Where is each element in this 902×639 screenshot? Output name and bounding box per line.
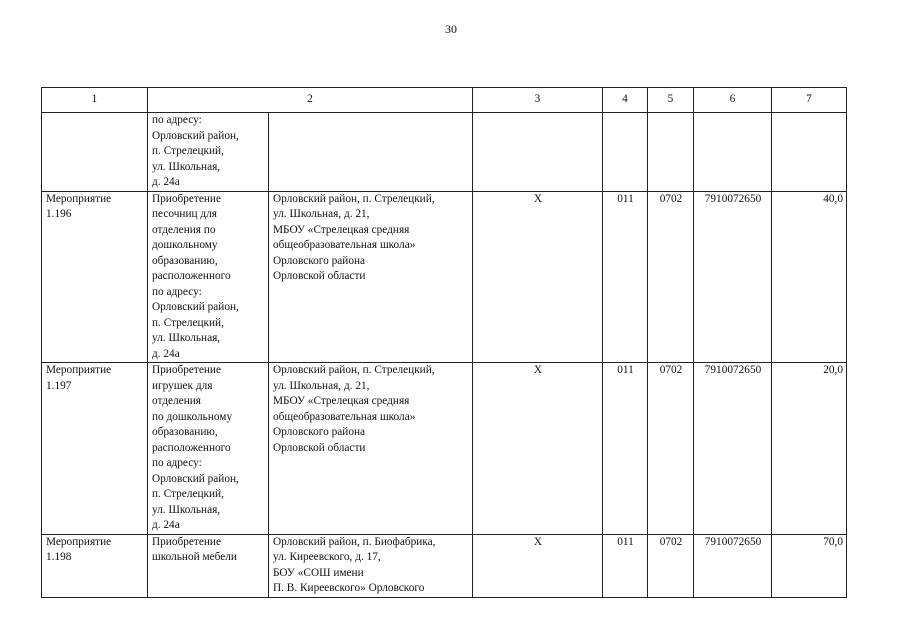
address-cell: Орловский район, п. Стрелецкий, ул. Школьная, д. 21, МБОУ «Стрелецкая средняя общеобразовательная школа» Орловского района Орловской области — [269, 363, 473, 535]
event-cell: Мероприятие 1.197 — [42, 363, 148, 535]
description-cell: Приобретение песочниц для отделения по дошкольному образованию, расположенного по адресу: Орловский район, п. Стрелецкий, ул. Школьная, д. 24а — [148, 191, 269, 363]
description-cell: Приобретение игрушек для отделения по дошкольному образованию, расположенного по адресу: Орловский район, п. Стрелецкий, ул. Школьная, д. 24а — [148, 363, 269, 535]
event-cell: Мероприятие 1.198 — [42, 534, 148, 597]
amount-cell: 70,0 — [772, 534, 847, 597]
target-code-cell — [694, 113, 772, 192]
address-cell: Орловский район, п. Биофабрика, ул. Киреевского, д. 17, БОУ «СОШ имени П. В. Киреевского» Орловского — [269, 534, 473, 597]
event-cell: Мероприятие 1.196 — [42, 191, 148, 363]
table-row — [42, 534, 847, 597]
code-x-cell: Х — [473, 191, 603, 363]
code-x-cell: Х — [473, 363, 603, 535]
section-code-cell: 0702 — [648, 534, 694, 597]
address-cell: Орловский район, п. Стрелецкий, ул. Школьная, д. 21, МБОУ «Стрелецкая средняя общеобразовательная школа» Орловского района Орловской области — [269, 191, 473, 363]
header-cell: 4 — [603, 88, 648, 113]
table-row — [42, 191, 847, 363]
address-cell — [269, 113, 473, 192]
target-code-cell: 7910072650 — [694, 534, 772, 597]
table-header-row — [42, 88, 847, 113]
code-011-cell: 011 — [603, 534, 648, 597]
code-011-cell: 011 — [603, 191, 648, 363]
header-cell: 5 — [648, 88, 694, 113]
code-011-cell: 011 — [603, 363, 648, 535]
code-x-cell — [473, 113, 603, 192]
description-cell: Приобретение школьной мебели — [148, 534, 269, 597]
code-011-cell — [603, 113, 648, 192]
page-number: 30 — [445, 22, 457, 36]
header-cell: 1 — [42, 88, 148, 113]
description-cell: по адресу: Орловский район, п. Стрелецкий, ул. Школьная, д. 24а — [148, 113, 269, 192]
target-code-cell: 7910072650 — [694, 363, 772, 535]
table-row — [42, 363, 847, 535]
amount-cell: 40,0 — [772, 191, 847, 363]
target-code-cell: 7910072650 — [694, 191, 772, 363]
header-cell: 7 — [772, 88, 847, 113]
header-cell: 3 — [473, 88, 603, 113]
budget-table — [41, 87, 847, 598]
section-code-cell: 0702 — [648, 363, 694, 535]
table-row — [42, 113, 847, 192]
event-cell — [42, 113, 148, 192]
header-cell: 6 — [694, 88, 772, 113]
amount-cell: 20,0 — [772, 363, 847, 535]
section-code-cell: 0702 — [648, 191, 694, 363]
section-code-cell — [648, 113, 694, 192]
amount-cell — [772, 113, 847, 192]
header-cell: 2 — [148, 88, 473, 113]
code-x-cell: Х — [473, 534, 603, 597]
